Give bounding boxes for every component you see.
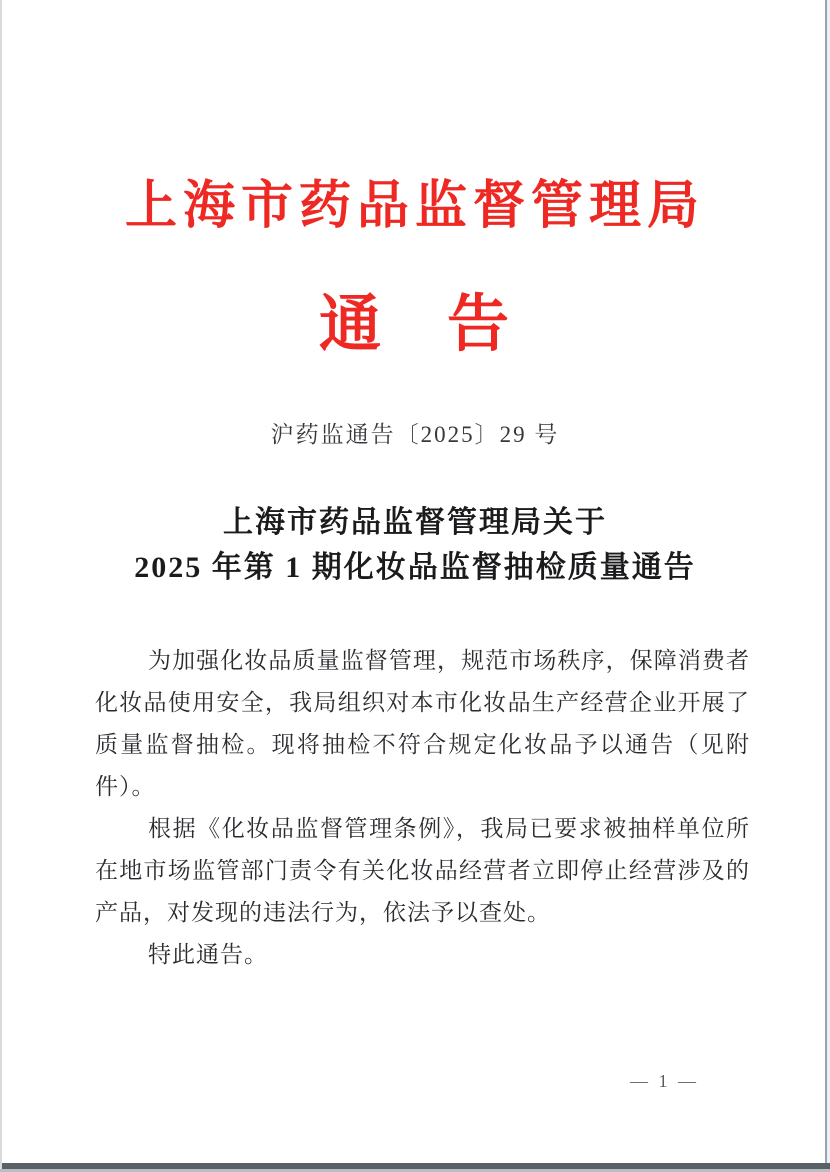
notice-type-title: 通 告 xyxy=(318,291,511,359)
page-number: — 1 — xyxy=(630,1071,699,1091)
notice-heading xyxy=(0,500,830,590)
scan-edge-left xyxy=(0,0,2,1172)
paragraph: 根据《化妆品监督管理条例》，我局已要求被抽样单位所在地市场监管部门责令有关化妆品经营者立即停止经营涉及的产品，对发现的违法行为，依法予以查处。 xyxy=(95,816,750,925)
notice-heading-line-1: 上海市药品监督管理局关于 xyxy=(223,506,607,539)
scan-edge-right xyxy=(825,0,827,1172)
notice-body xyxy=(95,640,750,976)
document-number: 沪药监通告〔2025〕29 号 xyxy=(270,422,560,447)
agency-title: 上海市药品监督管理局 xyxy=(124,178,705,235)
notice-heading-line-2: 2025 年第 1 期化妆品监督抽检质量通告 xyxy=(134,551,696,584)
paragraph: 特此通告。 xyxy=(148,942,268,967)
paragraph: 为加强化妆品质量监督管理，规范市场秩序，保障消费者化妆品使用安全，我局组织对本市化妆品生产经营企业开展了质量监督抽检。现将抽检不符合规定化妆品予以通告（见附件）。 xyxy=(95,648,750,799)
